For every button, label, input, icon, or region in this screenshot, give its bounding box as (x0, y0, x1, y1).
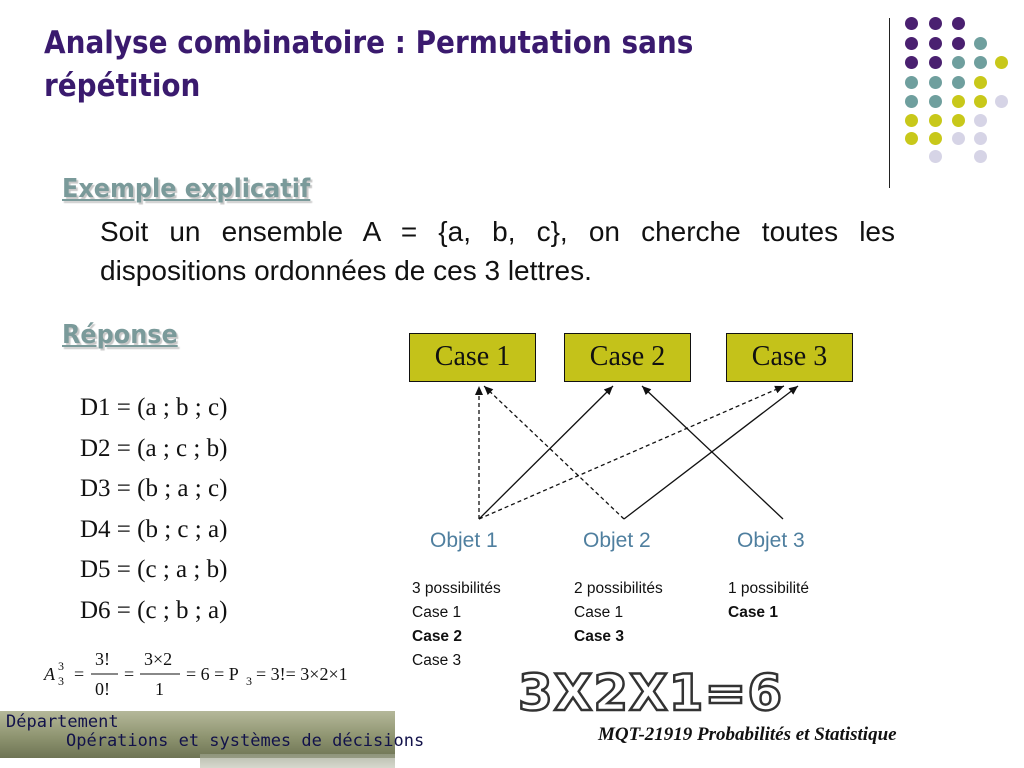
possibility-case: Case 1 (412, 604, 462, 621)
department-line-2: Opérations et systèmes de décisions (66, 731, 425, 751)
formula-frac1-num: 3! (95, 649, 110, 669)
object-3-possibilities (728, 577, 809, 625)
formula-tail-end: = 3!= 3×2×1 (256, 664, 348, 684)
banner-building-image (200, 754, 395, 768)
formula-frac1-den: 0! (95, 679, 110, 699)
possibility-count: 2 possibilités (574, 580, 663, 597)
formula-a-sub: 3 (58, 674, 64, 688)
arrangement-item: D6 = (c ; b ; a) (80, 596, 228, 624)
arrow-objet2-case1 (484, 386, 624, 519)
case-3-box: Case 3 (726, 333, 853, 382)
product-result: 3X2X1=6 (518, 664, 784, 722)
possibility-case-chosen: Case 1 (728, 604, 778, 621)
example-text: Soit un ensemble A = {a, b, c}, on cherche toutes les dispositions ordonnées de ces 3 lettres. (100, 216, 895, 286)
arrow-objet1-case3 (479, 386, 784, 519)
formula-tail-sub: 3 (246, 674, 252, 688)
formula-frac2-num: 3×2 (144, 649, 173, 669)
formula-a: A (44, 664, 55, 684)
possibility-case: Case 3 (412, 652, 462, 669)
object-3-label: Objet 3 (737, 529, 805, 552)
arrangement-item: D5 = (c ; a ; b) (80, 556, 228, 583)
slide-title: Analyse combinatoire : Permutation sans répétition (44, 25, 694, 104)
object-1-label: Objet 1 (430, 529, 498, 552)
svg-text:=: = (124, 664, 135, 684)
possibility-count: 1 possibilité (728, 580, 809, 597)
arrangement-item: D1 = (a ; b ; c) (80, 394, 228, 421)
formula-tail: = 6 = P (186, 664, 239, 684)
arrangement-formula (40, 643, 385, 708)
response-heading: Réponse (62, 320, 178, 350)
case-2-box: Case 2 (564, 333, 691, 382)
object-2-possibilities (574, 577, 663, 649)
svg-text:=: = (74, 664, 85, 684)
formula-frac2-den: 1 (155, 679, 164, 699)
department-line-1: Département (6, 712, 119, 732)
object-1-possibilities (412, 577, 501, 673)
arrow-objet2-case3 (624, 386, 798, 519)
possibility-count: 3 possibilités (412, 580, 501, 597)
possibility-case-chosen: Case 2 (412, 628, 462, 645)
course-footer: MQT-21919 Probabilités et Statistique (598, 724, 897, 745)
object-2-label: Objet 2 (583, 529, 651, 552)
arrow-objet3-case2 (642, 386, 783, 519)
arrangement-item: D3 = (b ; a ; c) (80, 475, 228, 502)
formula-a-sup: 3 (58, 659, 64, 673)
arrangement-item: D2 = (a ; c ; b) (80, 434, 228, 462)
possibility-case-chosen: Case 3 (574, 628, 624, 645)
arrangement-item: D4 = (b ; c ; a) (80, 515, 228, 543)
arrow-objet1-case2 (479, 386, 613, 519)
possibility-case: Case 1 (574, 604, 624, 621)
case-1-box: Case 1 (409, 333, 536, 382)
example-heading: Exemple explicatif (62, 174, 311, 204)
